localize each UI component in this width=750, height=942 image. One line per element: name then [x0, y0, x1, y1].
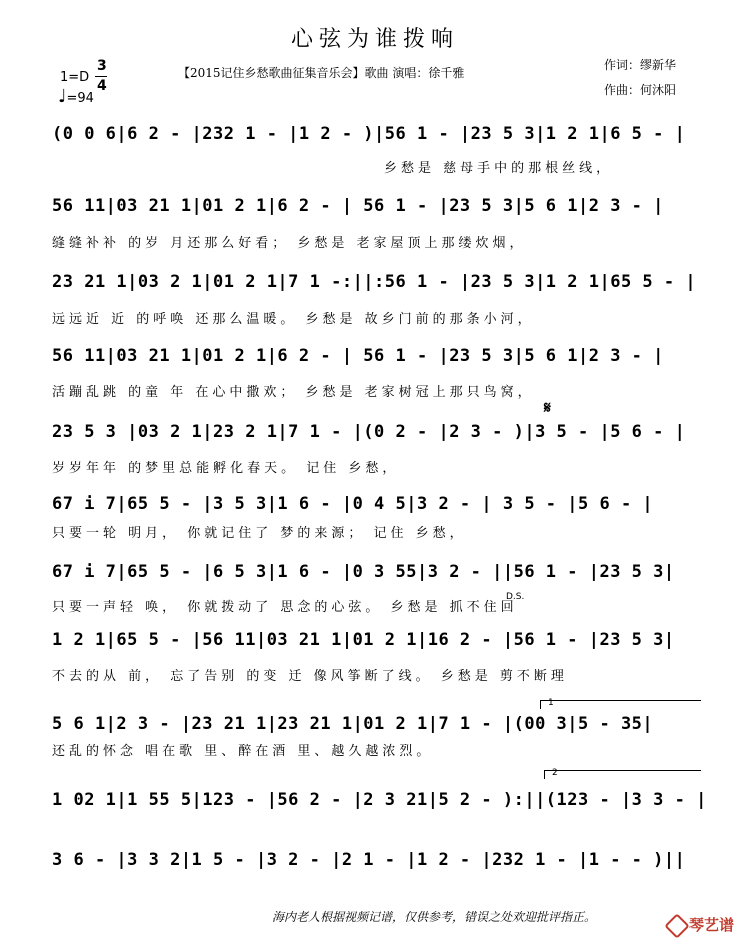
tempo-marking: ♩=94 — [58, 86, 94, 107]
volta-bracket-1 — [540, 700, 701, 709]
notation-line-2: 56 11|03 21 1|01 2 1|6 2 - | 56 1 - |23 5 3|5 6 1|2 3 - | — [52, 196, 664, 216]
notation-line-11: 3 6 - |3 3 2|1 5 - |3 2 - |2 1 - |1 2 - |232 1 - |1 - - )|| — [52, 850, 686, 870]
notation-line-7: 67 i 7|65 5 - |6 5 3|1 6 - |0 3 55|3 2 - ||56 1 - |23 5 3| — [52, 562, 675, 582]
lyrics-line-5: 岁岁年年 的梦里总能孵化春天。 记住 乡愁， — [52, 461, 400, 476]
notation-line-6: 67 i 7|65 5 - |3 5 3|1 6 - |0 4 5|3 2 - | 3 5 - |5 6 - | — [52, 494, 654, 514]
time-signature-bottom: 4 — [97, 78, 107, 94]
subtitle: 【2015记住乡愁歌曲征集音乐会】歌曲 演唱：徐千雅 — [178, 66, 465, 80]
page-title: 心弦为谁拨响 — [290, 27, 459, 52]
lyrics-line-6: 只要一轮 明月， 你就记住了 梦的来源； 记住 乡愁， — [52, 526, 467, 541]
lyrics-line-8: 不去的从 前， 忘了告别 的变 迁 像风筝断了线。 乡愁是 剪不断理 — [52, 669, 568, 684]
notation-line-9: 5 6 1|2 3 - |23 21 1|23 21 1|01 2 1|7 1 - |(00 3|5 - 35| — [52, 714, 654, 734]
notation-line-4: 56 11|03 21 1|01 2 1|6 2 - | 56 1 - |23 5 3|5 6 1|2 3 - | — [52, 346, 664, 366]
lyricist-credit: 作词：缪新华 — [604, 58, 677, 72]
quarter-note-icon: ♩ — [58, 86, 67, 107]
composer-credit: 作曲：何沐阳 — [604, 83, 677, 97]
lyrics-line-7: 只要一声轻 唤， 你就拨动了 思念的心弦。 乡愁是 抓不住回 — [52, 600, 518, 615]
lyrics-line-1: 乡愁是 慈母手中的那根丝线， — [384, 161, 614, 176]
logo-icon — [664, 913, 689, 938]
notation-line-10: 1 02 1|1 55 5|123 - |56 2 - |2 3 21|5 2 - ):||(123 - |3 3 - | — [52, 790, 707, 810]
volta-number-1: 1 — [548, 698, 554, 708]
notation-line-5: 23 5 3 |03 2 1|23 2 1|7 1 - |(0 2 - |2 3 - )|3 5 - |5 6 - | — [52, 422, 686, 442]
lyrics-line-2: 缝缝补补 的岁 月还那么好看； 乡愁是 老家屋顶上那缕炊烟， — [52, 236, 527, 251]
volta-number-2: 2 — [552, 768, 558, 778]
lyrics-line-4: 活蹦乱跳 的童 年 在心中撒欢； 乡愁是 老家树冠上那只鸟窝， — [52, 385, 535, 400]
notation-line-3: 23 21 1|03 2 1|01 2 1|7 1 -:||:56 1 - |23 5 3|1 2 1|65 5 - | — [52, 272, 697, 292]
notation-line-8: 1 2 1|65 5 - |56 11|03 21 1|01 2 1|16 2 - |56 1 - |23 5 3| — [52, 630, 675, 650]
footer-note: 海内老人根据视频记谱，仅供参考，错误之处欢迎批评指正。 — [272, 910, 597, 924]
lyrics-line-3: 远远近 近 的呼唤 还那么温暖。 乡愁是 故乡门前的那条小河， — [52, 312, 535, 327]
site-logo: 琴艺谱 — [668, 914, 734, 935]
lyrics-line-9: 还乱的怀念 唱在歌 里、醉在酒 里、越久越浓烈。 — [52, 744, 434, 759]
dal-segno-mark: D.S. — [506, 592, 525, 602]
key-signature: 1=D — [60, 70, 90, 85]
time-signature-top: 3 — [97, 58, 107, 74]
notation-line-1: (0 0 6|6 2 - |232 1 - |1 2 - )|56 1 - |23 5 3|1 2 1|6 5 - | — [52, 124, 686, 144]
time-signature-line — [95, 76, 107, 77]
segno-icon: 𝄋 — [544, 398, 551, 417]
volta-bracket-2 — [544, 770, 701, 779]
